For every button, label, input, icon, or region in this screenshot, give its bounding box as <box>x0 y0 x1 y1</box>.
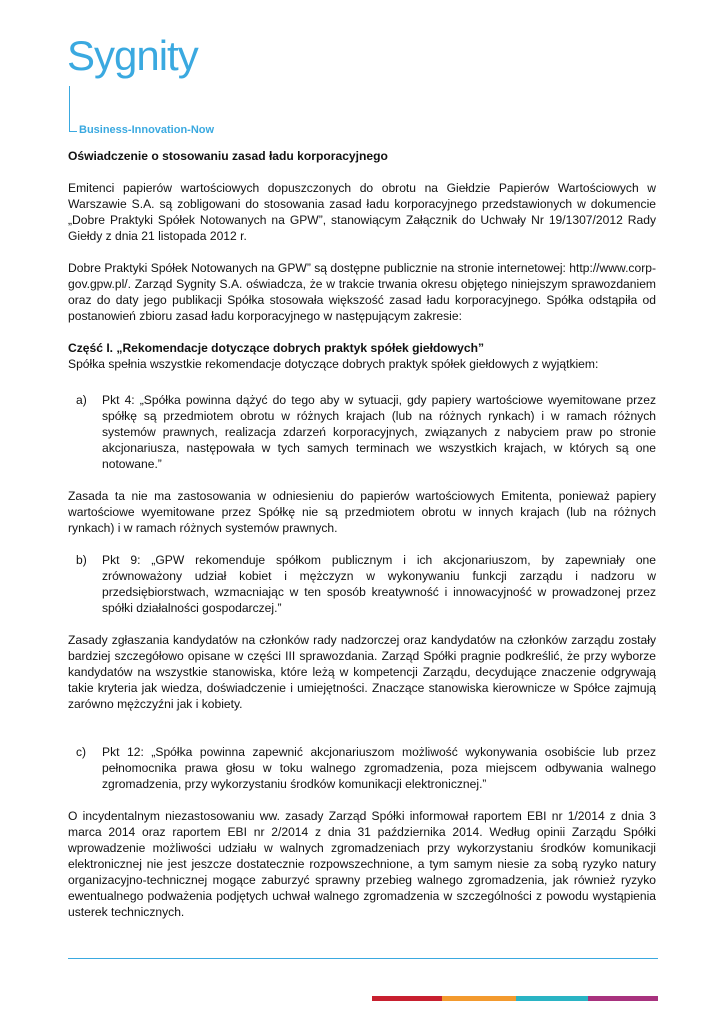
footer-bar-magenta <box>588 996 658 1001</box>
list-marker: a) <box>76 393 87 407</box>
footer-bar-teal <box>516 996 588 1001</box>
logo-line-foot <box>69 131 77 132</box>
section-heading: Część I. „Rekomendacje dotyczące dobrych praktyk spółek giełdowych” <box>68 341 485 355</box>
list-item-text: Pkt 9: „GPW rekomenduje spółkom publicznym i ich akcjonariuszom, by zapewniały one zrównoważony udział kobiet i mężczyzn w wykonywaniu funkcji zarządu i nadzoru w przedsiębiorstwach, wzmacniając w ten sposób kreatywność i innowacyjność w prowadzonej przez spółki działalności gospodarczej.” <box>102 553 656 615</box>
document-title: Oświadczenie o stosowaniu zasad ładu korporacyjnego <box>68 149 388 163</box>
logo-line <box>69 86 70 132</box>
list-marker: c) <box>76 745 87 759</box>
list-item-a <box>76 392 656 472</box>
paragraph-explanation-a: Zasada ta nie ma zastosowania w odniesieniu do papierów wartościowych Emitenta, ponieważ papiery wartościowe wyemitowane przez Spółkę nie są przedmiotem obrotu w innych krajach (lub na różnych rynkach) i w ramach różnych systemów prawnych. <box>68 489 656 535</box>
paragraph-intro: Emitenci papierów wartościowych dopuszczonych do obrotu na Giełdzie Papierów Wartościowych w Warszawie S.A. są zobligowani do stosowania zasad ładu korporacyjnego przedstawionych w dokumencie „Dobre Praktyki Spółek Notowanych na GPW”, stanowiącym Załącznik do Uchwały Nr 19/1307/2012 Rady Giełdy z dnia 21 listopada 2012 r. <box>68 181 656 243</box>
list-item-c <box>76 744 656 792</box>
sygnity-logo <box>67 32 227 136</box>
paragraph-exceptions: Spółka spełnia wszystkie rekomendacje dotyczące dobrych praktyk spółek giełdowych z wyjątkiem: <box>68 357 599 371</box>
footer-divider <box>68 958 658 959</box>
footer-bar-orange <box>442 996 516 1001</box>
logo-tagline: Business-Innovation-Now <box>79 124 215 136</box>
paragraph-statement: Dobre Praktyki Spółek Notowanych na GPW” są dostępne publicznie na stronie internetowej: http://www.corp-gov.gpw.pl/. Zarząd Sygnity S.A. oświadcza, że w trakcie trwania okresu objętego niniejszym sprawozdaniem oraz do daty jego publikacji Spółka stosowała większość zasad ładu korporacyjnego. Spółka odstąpiła od postanowień zbioru zasad ładu korporacyjnego w następującym zakresie: <box>68 261 656 323</box>
list-item-text: Pkt 12: „Spółka powinna zapewnić akcjonariuszom możliwość wykonywania osobiście lub przez pełnomocnika prawa głosu w toku walnego zgromadzenia, poza miejscem odbywania walnego zgromadzenia, przy wykorzystaniu środków komunikacji elektronicznej.” <box>102 745 656 791</box>
paragraph-explanation-b: Zasady zgłaszania kandydatów na członków rady nadzorczej oraz kandydatów na członków zarządu zostały bardziej szczegółowo opisane w części III sprawozdania. Zarząd Spółki pragnie podkreślić, że przy wyborze kandydatów na wszystkie stanowiska, które leżą w kompetencji Zarządu, decydujące znaczenie odgrywają takie kryteria jak wiedza, doświadczenie i umiejętności. Znaczące stanowiska kierownicze w Spółce zajmują zarówno mężczyźni jak i kobiety. <box>68 633 656 711</box>
paragraph-explanation-c: O incydentalnym niezastosowaniu ww. zasady Zarząd Spółki informował raportem EBI nr 1/2014 z dnia 3 marca 2014 oraz raportem EBI nr 2/2014 z dnia 31 października 2014. Według opinii Zarządu Spółki wprowadzenie możliwości udziału w walnych zgromadzeniach przy wykorzystaniu środków komunikacji elektronicznej nie jest jeszcze dostatecznie rozpowszechnione, a tym samym niesie za sobą ryzyko natury organizacyjno-technicznej mogące zaburzyć sprawny przebieg walnego zgromadzenia, jak również ryzyko ewentualnego podważenia podjętych uchwał walnego zgromadzenia w szczególności z powodu wystąpienia usterek technicznych. <box>68 809 656 919</box>
list-item-text: Pkt 4: „Spółka powinna dążyć do tego aby w sytuacji, gdy papiery wartościowe wyemitowane przez spółkę są przedmiotem obrotu w różnych krajach (lub na różnych rynkach) i w ramach różnych systemów prawnych, realizacja zdarzeń korporacyjnych, związanych z nabyciem praw po stronie akcjonariusza, następowała w tych samych terminach we wszystkich krajach, w których są one notowane.” <box>102 393 656 471</box>
document-body <box>68 148 656 936</box>
list-marker: b) <box>76 553 87 567</box>
logo-wordmark: Sygnity <box>67 32 198 79</box>
footer-bar-red <box>372 996 442 1001</box>
list-item-b <box>76 552 656 616</box>
